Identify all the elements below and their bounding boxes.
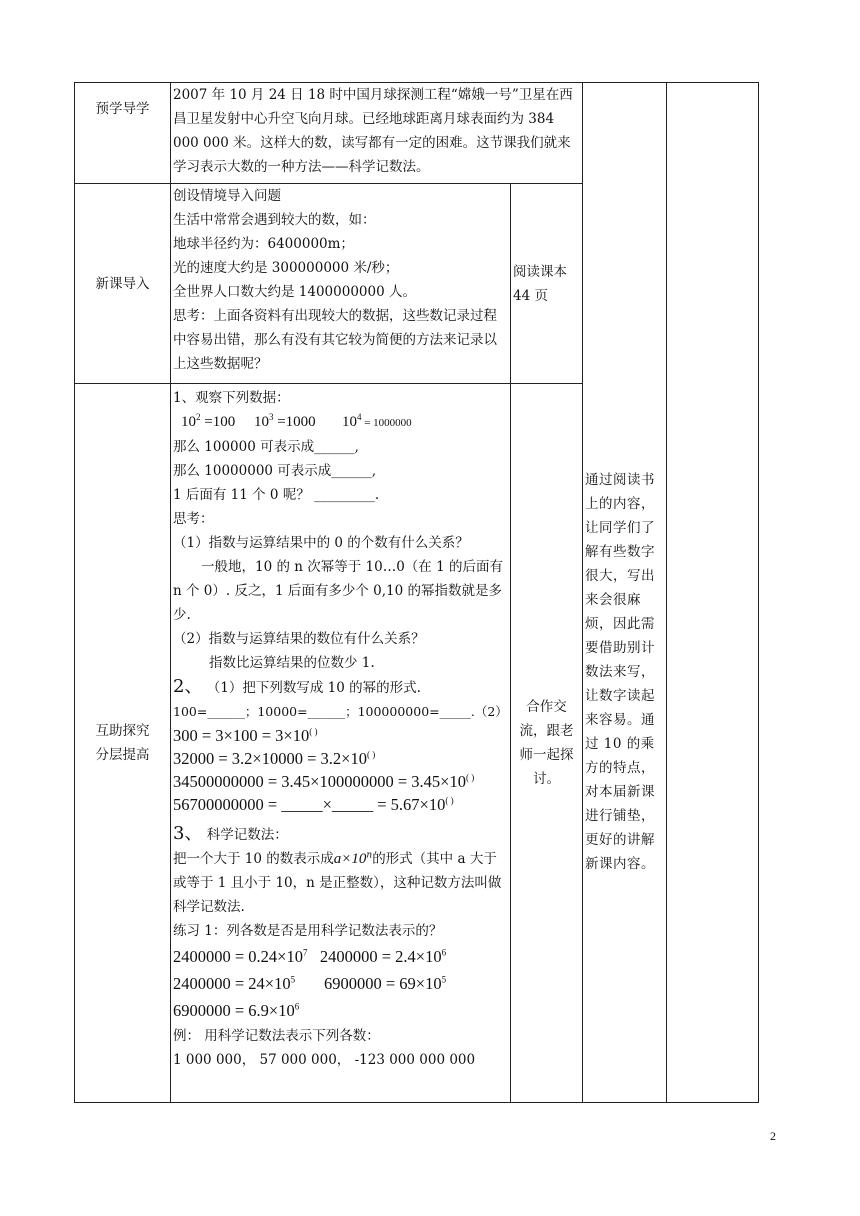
equation-3: 34500000000 = 3.45×100000000 = 3.45×10( ) bbox=[173, 772, 475, 791]
intro-line: 生活中常常会遇到较大的数，如： bbox=[173, 212, 376, 228]
row-label-explore: 互助探究 分层提高 bbox=[75, 384, 171, 1103]
preview-text: 2007 年 10 月 24 日 18 时中国月球探测工程“嫦娥一号”卫星在西昌卫星发射中心升空飞向月球。已经地球距离月球表面约为 384 000 000 米。这样大的数，读写都有一定的困难。这节课我们就来学习表示大数的一种方法——科学记数法。 bbox=[171, 83, 583, 184]
intro-thinking: 思考：上面各资料有出现较大的数据，这些数记录过程中容易出错，那么有没有其它较为简便的方法来记录以上这些数据呢？ bbox=[173, 308, 497, 372]
scientific-notation-definition: 把一个大于 10 的数表示成$a\times 10^n$的形式（其中 a 大于或等于 1 且小于 10，n 是正整数），这种记数方法叫做科学记数法. bbox=[173, 850, 502, 915]
explore-content bbox=[171, 384, 511, 1103]
intro-line: 光的速度大约是 300000000 米/秒； bbox=[173, 260, 399, 276]
intro-activity: 阅读课本 44 页 bbox=[511, 184, 583, 384]
question-line: 那么 100000 可表示成______, bbox=[173, 439, 359, 455]
think-question-1: （1）指数与运算结果中的 0 的个数有什么关系？ bbox=[173, 535, 469, 551]
section-3-title: 3、 科学记数法： bbox=[173, 823, 288, 844]
think-answer-2: 指数比运算结果的位数少 1. bbox=[209, 655, 375, 671]
section-1-title: 1、观察下列数据： bbox=[173, 390, 290, 406]
practice-line-2: $2400000 = 24\times 10^5$ $6900000 = 69\times 10^5$ bbox=[173, 974, 447, 993]
intro-line: 全世界人口数大约是 1400000000 人。 bbox=[173, 284, 416, 300]
section-2-title: 2、 （1）把下列数写成 10 的幂的形式. bbox=[173, 676, 421, 697]
row-label-preview: 预学导学 bbox=[75, 83, 171, 184]
intro-line: 创设情境导入问题 bbox=[173, 188, 281, 204]
question-line: 那么 10000000 可表示成______, bbox=[173, 463, 377, 479]
powers-of-ten: $10^2 =100$ $10^3 =1000$ $10^4 = 1000000$ bbox=[181, 412, 412, 430]
section-2-fill: 100=______；10000=______；100000000=_____.（2） bbox=[173, 704, 508, 719]
equation-2: 32000 = 3.2×10000 = 3.2×10( ) bbox=[173, 749, 376, 768]
row-preview bbox=[75, 83, 759, 184]
think-title: 思考： bbox=[173, 511, 214, 527]
row-label-intro: 新课导入 bbox=[75, 184, 171, 384]
teaching-notes-cell bbox=[583, 83, 667, 1103]
practice-line-1: $2400000 = 0.24\times 10^7$ $2400000 = 2.4\times 10^6$ bbox=[173, 947, 447, 966]
question-line: 1 后面有 11 个 0 呢？ _________. bbox=[173, 487, 380, 503]
explore-activity: 合作交流，跟老师一起探讨。 bbox=[511, 384, 583, 1103]
example-title: 例： 用科学记数法表示下列各数： bbox=[173, 1028, 380, 1044]
teaching-notes: 通过阅读书上的内容，让同学们了解有些数字很大，写出来会很麻烦，因此需要借助别计数法来写，让数字读起来容易。通过 10 的乘方的特点，对本届新课进行铺垫，更好的讲解新课内容。 bbox=[585, 472, 656, 872]
practice-title: 练习 1：列各数是否是用科学记数法表示的？ bbox=[173, 923, 443, 939]
intro-line: 地球半径约为：6400000m； bbox=[173, 236, 354, 252]
think-question-2: （2）指数与运算结果的数位有什么关系？ bbox=[173, 631, 425, 647]
empty-column bbox=[667, 83, 759, 1103]
page-number: 2 bbox=[770, 1129, 776, 1143]
think-answer-1: 一般地，10 的 n 次幂等于 10…0（在 1 的后面有 n 个 0）. 反之，1 后面有多少个 0,10 的幂指数就是多少. bbox=[173, 559, 503, 623]
intro-content bbox=[171, 184, 511, 384]
equation-4: 56700000000 = _____×_____ = 5.67×10( ) bbox=[173, 795, 454, 814]
example-numbers: 1 000 000， 57 000 000， -123 000 000 000 bbox=[173, 1052, 476, 1068]
lesson-plan-table bbox=[74, 82, 759, 1103]
practice-line-3: $6900000 = 6.9\times 10^6$ bbox=[173, 1001, 300, 1020]
equation-1: 300 = 3×100 = 3×10( ) bbox=[173, 726, 318, 745]
